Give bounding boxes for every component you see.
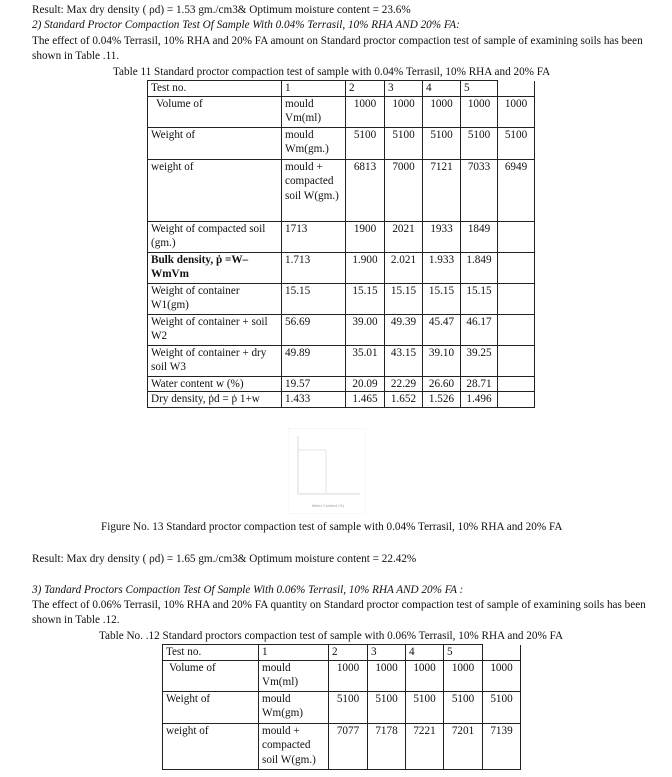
result-line-2: Result: Max dry density ( ρd) = 1.65 gm./cm3& Optimum moisture content = 22.42% bbox=[32, 553, 417, 565]
cell: 5100 bbox=[444, 691, 483, 723]
header-col: 4 bbox=[423, 81, 461, 97]
table-row bbox=[148, 159, 535, 221]
cell: 35.01 bbox=[346, 345, 385, 376]
table-11 bbox=[147, 80, 535, 408]
cell: 1.526 bbox=[423, 392, 461, 408]
header-col: 1 bbox=[259, 645, 329, 661]
table-12 bbox=[162, 644, 521, 770]
table-row bbox=[163, 645, 521, 661]
cell: 22.29 bbox=[385, 376, 423, 392]
row-label: Water content w (%) bbox=[148, 376, 282, 392]
row-label: weight of bbox=[163, 723, 259, 769]
cell bbox=[498, 392, 535, 408]
row-label: Weight of bbox=[148, 127, 282, 159]
cell: 1000 bbox=[329, 660, 368, 691]
cell bbox=[498, 314, 535, 345]
cell: 5100 bbox=[368, 691, 406, 723]
row-label: Weight of container W1(gm) bbox=[148, 283, 282, 314]
cell: 5100 bbox=[483, 691, 521, 723]
cell: 1000 bbox=[346, 96, 385, 127]
cell: 1000 bbox=[385, 96, 423, 127]
cell bbox=[498, 221, 535, 252]
cell: 7000 bbox=[385, 159, 423, 221]
cell: 7033 bbox=[461, 159, 498, 221]
cell bbox=[498, 283, 535, 314]
cell: 1000 bbox=[423, 96, 461, 127]
row-unit: mould Wm(gm.) bbox=[282, 127, 346, 159]
figure-frame bbox=[288, 428, 366, 514]
cell: 1.933 bbox=[423, 252, 461, 283]
cell: 7121 bbox=[423, 159, 461, 221]
header-col: 2 bbox=[329, 645, 368, 661]
figure-13-caption: Figure No. 13 Standard proctor compaction test of sample with 0.04% Terrasil, 10% RHA and 20% FA bbox=[101, 521, 563, 533]
row-label: weight of bbox=[148, 159, 282, 221]
cell: 15.15 bbox=[461, 283, 498, 314]
table-row bbox=[148, 81, 535, 97]
row-unit: 1.433 bbox=[282, 392, 346, 408]
cell: 1933 bbox=[423, 221, 461, 252]
cell: 7201 bbox=[444, 723, 483, 769]
row-unit: mould + compacted soil W(gm.) bbox=[282, 159, 346, 221]
table-row bbox=[148, 392, 535, 408]
row-unit: mould Vm(ml) bbox=[259, 660, 329, 691]
cell: 39.00 bbox=[346, 314, 385, 345]
cell: 5100 bbox=[346, 127, 385, 159]
cell: 15.15 bbox=[346, 283, 385, 314]
cell: 5100 bbox=[406, 691, 444, 723]
row-label: Weight of compacted soil (gm.) bbox=[148, 221, 282, 252]
header-col: 1 bbox=[282, 81, 346, 97]
cell: 2021 bbox=[385, 221, 423, 252]
header-col: 5 bbox=[444, 645, 483, 661]
row-label: Weight of container + soil W2 bbox=[148, 314, 282, 345]
cell: 1000 bbox=[483, 660, 521, 691]
table-11-caption: Table 11 Standard proctor compaction test of sample with 0.04% Terrasil, 10% RHA and 20% FA bbox=[113, 66, 551, 78]
cell: 5100 bbox=[423, 127, 461, 159]
row-unit: mould Wm(gm) bbox=[259, 691, 329, 723]
row-label: Bulk density, ṗ =W–WmVm bbox=[148, 252, 282, 283]
row-label: Dry density, ṗd = ṗ 1+w bbox=[148, 392, 282, 408]
cell: 5100 bbox=[498, 127, 535, 159]
cell bbox=[498, 376, 535, 392]
table-12-caption: Table No. .12 Standard proctors compaction test of sample with 0.06% Terrasil, 10% RHA and 20% FA bbox=[99, 630, 564, 642]
table-row bbox=[163, 723, 521, 769]
header-col: 5 bbox=[461, 81, 498, 97]
cell: 26.60 bbox=[423, 376, 461, 392]
section-3-paragraph: The effect of 0.06% Terrasil, 10% RHA and 20% FA quantity on Standard proctor compaction test of sample of examining soils has been shown in Table .12. bbox=[32, 599, 646, 626]
header-col: 3 bbox=[368, 645, 406, 661]
cell bbox=[498, 252, 535, 283]
cell: 1000 bbox=[406, 660, 444, 691]
row-label: Weight of bbox=[163, 691, 259, 723]
header-col: 4 bbox=[406, 645, 444, 661]
table-row bbox=[148, 283, 535, 314]
cell: 15.15 bbox=[385, 283, 423, 314]
cell: 1849 bbox=[461, 221, 498, 252]
table-row bbox=[148, 127, 535, 159]
cell: 45.47 bbox=[423, 314, 461, 345]
header-col bbox=[483, 645, 521, 661]
header-label: Test no. bbox=[148, 81, 282, 97]
row-label: Volume of bbox=[163, 660, 259, 691]
row-label: Weight of container + dry soil W3 bbox=[148, 345, 282, 376]
table-row bbox=[163, 691, 521, 723]
table-row bbox=[148, 345, 535, 376]
cell: 7221 bbox=[406, 723, 444, 769]
row-label: Volume of bbox=[148, 96, 282, 127]
row-unit: 1713 bbox=[282, 221, 346, 252]
table-row bbox=[148, 96, 535, 127]
x-axis-label: Water Content (%) bbox=[311, 504, 345, 508]
cell: 6813 bbox=[346, 159, 385, 221]
cell: 1.496 bbox=[461, 392, 498, 408]
header-col bbox=[498, 81, 535, 97]
table-row bbox=[148, 376, 535, 392]
cell: 1.652 bbox=[385, 392, 423, 408]
cell: 49.39 bbox=[385, 314, 423, 345]
figure-13-chart bbox=[288, 428, 366, 514]
cell: 1000 bbox=[461, 96, 498, 127]
section-2-heading: 2) Standard Proctor Compaction Test Of Sample With 0.04% Terrasil, 10% RHA AND 20% FA: bbox=[32, 19, 460, 31]
header-col: 2 bbox=[346, 81, 385, 97]
table-row bbox=[148, 252, 535, 283]
row-unit: mould + compacted soil W(gm.) bbox=[259, 723, 329, 769]
row-unit: 15.15 bbox=[282, 283, 346, 314]
row-unit: mould Vm(ml) bbox=[282, 96, 346, 127]
section-3-heading: 3) Tandard Proctors Compaction Test Of Sample With 0.06% Terrasil, 10% RHA AND 20% FA : bbox=[32, 584, 464, 596]
header-label: Test no. bbox=[163, 645, 259, 661]
cell: 7139 bbox=[483, 723, 521, 769]
row-unit: 49.89 bbox=[282, 345, 346, 376]
cell: 5100 bbox=[329, 691, 368, 723]
cell: 1000 bbox=[444, 660, 483, 691]
cell: 5100 bbox=[385, 127, 423, 159]
cell: 39.10 bbox=[423, 345, 461, 376]
section-2-paragraph: The effect of 0.04% Terrasil, 10% RHA and 20% FA amount on Standard proctor compaction test of sample of examining soils has been shown in Table .11. bbox=[32, 35, 643, 62]
table-row bbox=[148, 314, 535, 345]
cell: 20.09 bbox=[346, 376, 385, 392]
cell: 2.021 bbox=[385, 252, 423, 283]
cell: 43.15 bbox=[385, 345, 423, 376]
cell: 1900 bbox=[346, 221, 385, 252]
table-row bbox=[163, 660, 521, 691]
cell: 5100 bbox=[461, 127, 498, 159]
row-unit: 1.713 bbox=[282, 252, 346, 283]
cell: 46.17 bbox=[461, 314, 498, 345]
row-unit: 56.69 bbox=[282, 314, 346, 345]
header-col: 3 bbox=[385, 81, 423, 97]
cell: 1000 bbox=[498, 96, 535, 127]
row-unit: 19.57 bbox=[282, 376, 346, 392]
cell: 1.900 bbox=[346, 252, 385, 283]
cell: 7178 bbox=[368, 723, 406, 769]
cell: 39.25 bbox=[461, 345, 498, 376]
cell: 28.71 bbox=[461, 376, 498, 392]
cell bbox=[498, 345, 535, 376]
cell: 1.465 bbox=[346, 392, 385, 408]
cell: 1000 bbox=[368, 660, 406, 691]
result-line-1: Result: Max dry density ( ρd) = 1.53 gm./cm3& Optimum moisture content = 23.6% bbox=[32, 4, 411, 16]
cell: 7077 bbox=[329, 723, 368, 769]
cell: 6949 bbox=[498, 159, 535, 221]
cell: 1.849 bbox=[461, 252, 498, 283]
table-row bbox=[148, 221, 535, 252]
cell: 15.15 bbox=[423, 283, 461, 314]
